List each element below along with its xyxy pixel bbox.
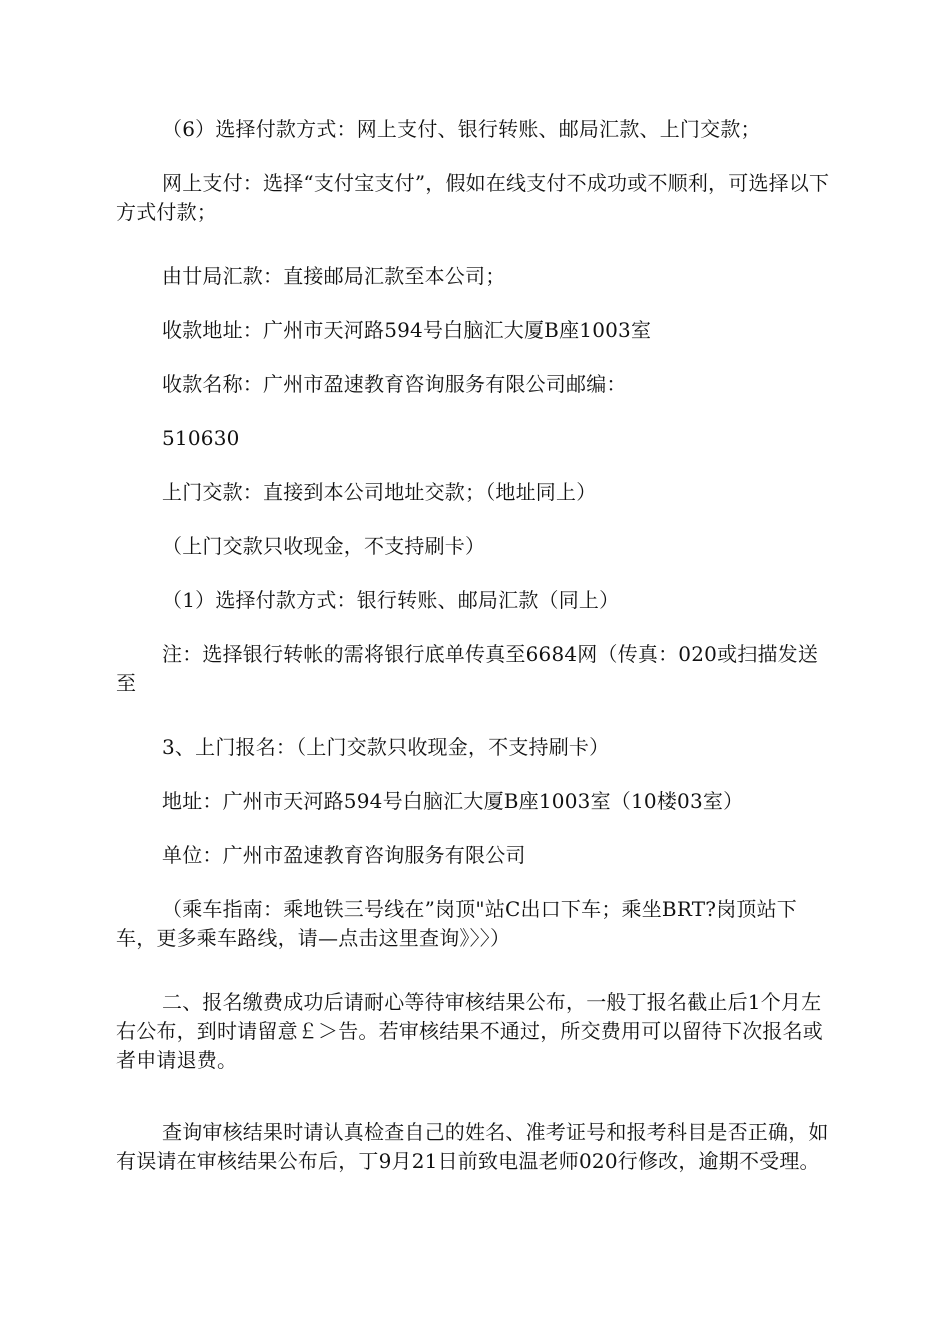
paragraph-online-payment: 网上支付：选择“支付宝支付”，假如在线支付不成功或不顺利，可选择以下方式付款； [116,171,830,224]
paragraph-postcode: 510630 [162,426,240,450]
paragraph-post-office-remittance: 由廿局汇款：直接邮局汇款至本公司； [162,264,506,288]
paragraph-receiving-address: 收款地址：广州市天河路594号白脑汇大厦B座1003室 [162,318,652,342]
paragraph-cash-only-note: （上门交款只收现金，不支持刷卡） [162,534,486,558]
paragraph-review-result: 二、报名缴费成功后请耐心等待审核结果公布，一般丁报名截止后1个月左右公布，到时请留意￡＞告。若审核结果不通过，所交费用可以留待下次报名或者申请退费。 [116,990,823,1072]
paragraph-receiving-name: 收款名称：广州市盈速教育咨询服务有限公司邮编： [162,372,627,396]
paragraph-unit: 单位：广州市盈速教育咨询服务有限公司 [162,843,526,867]
paragraph-payment-methods: （6）选择付款方式：网上支付、银行转账、邮局汇款、上门交款； [162,117,761,141]
paragraph-transport-guide: （乘车指南：乘地铁三号线在”岗顶"站C出口下车；乘坐BRT?岗顶站下车，更多乘车路线，请—点击这里查询》〉〉） [116,897,797,950]
paragraph-door-payment: 上门交款：直接到本公司地址交款；（地址同上） [162,480,597,504]
paragraph-address: 地址：广州市天河路594号白脑汇大厦B座1003室（10楼03室） [162,789,744,813]
paragraph-check-result: 查询审核结果时请认真检查自己的姓名、准考证号和报考科目是否正确，如有误请在审核结果公布后，丁9月21日前致电温老师020行修改，逾期不受理。 [116,1120,829,1173]
paragraph-bank-transfer-note: 注：选择银行转帐的需将银行底单传真至6684网（传真：020或扫描发送至 [116,642,819,695]
paragraph-payment-methods-2: （1）选择付款方式：银行转账、邮局汇款（同上） [162,588,620,612]
paragraph-onsite-registration: 3、上门报名：（上门交款只收现金，不支持刷卡） [162,735,610,759]
